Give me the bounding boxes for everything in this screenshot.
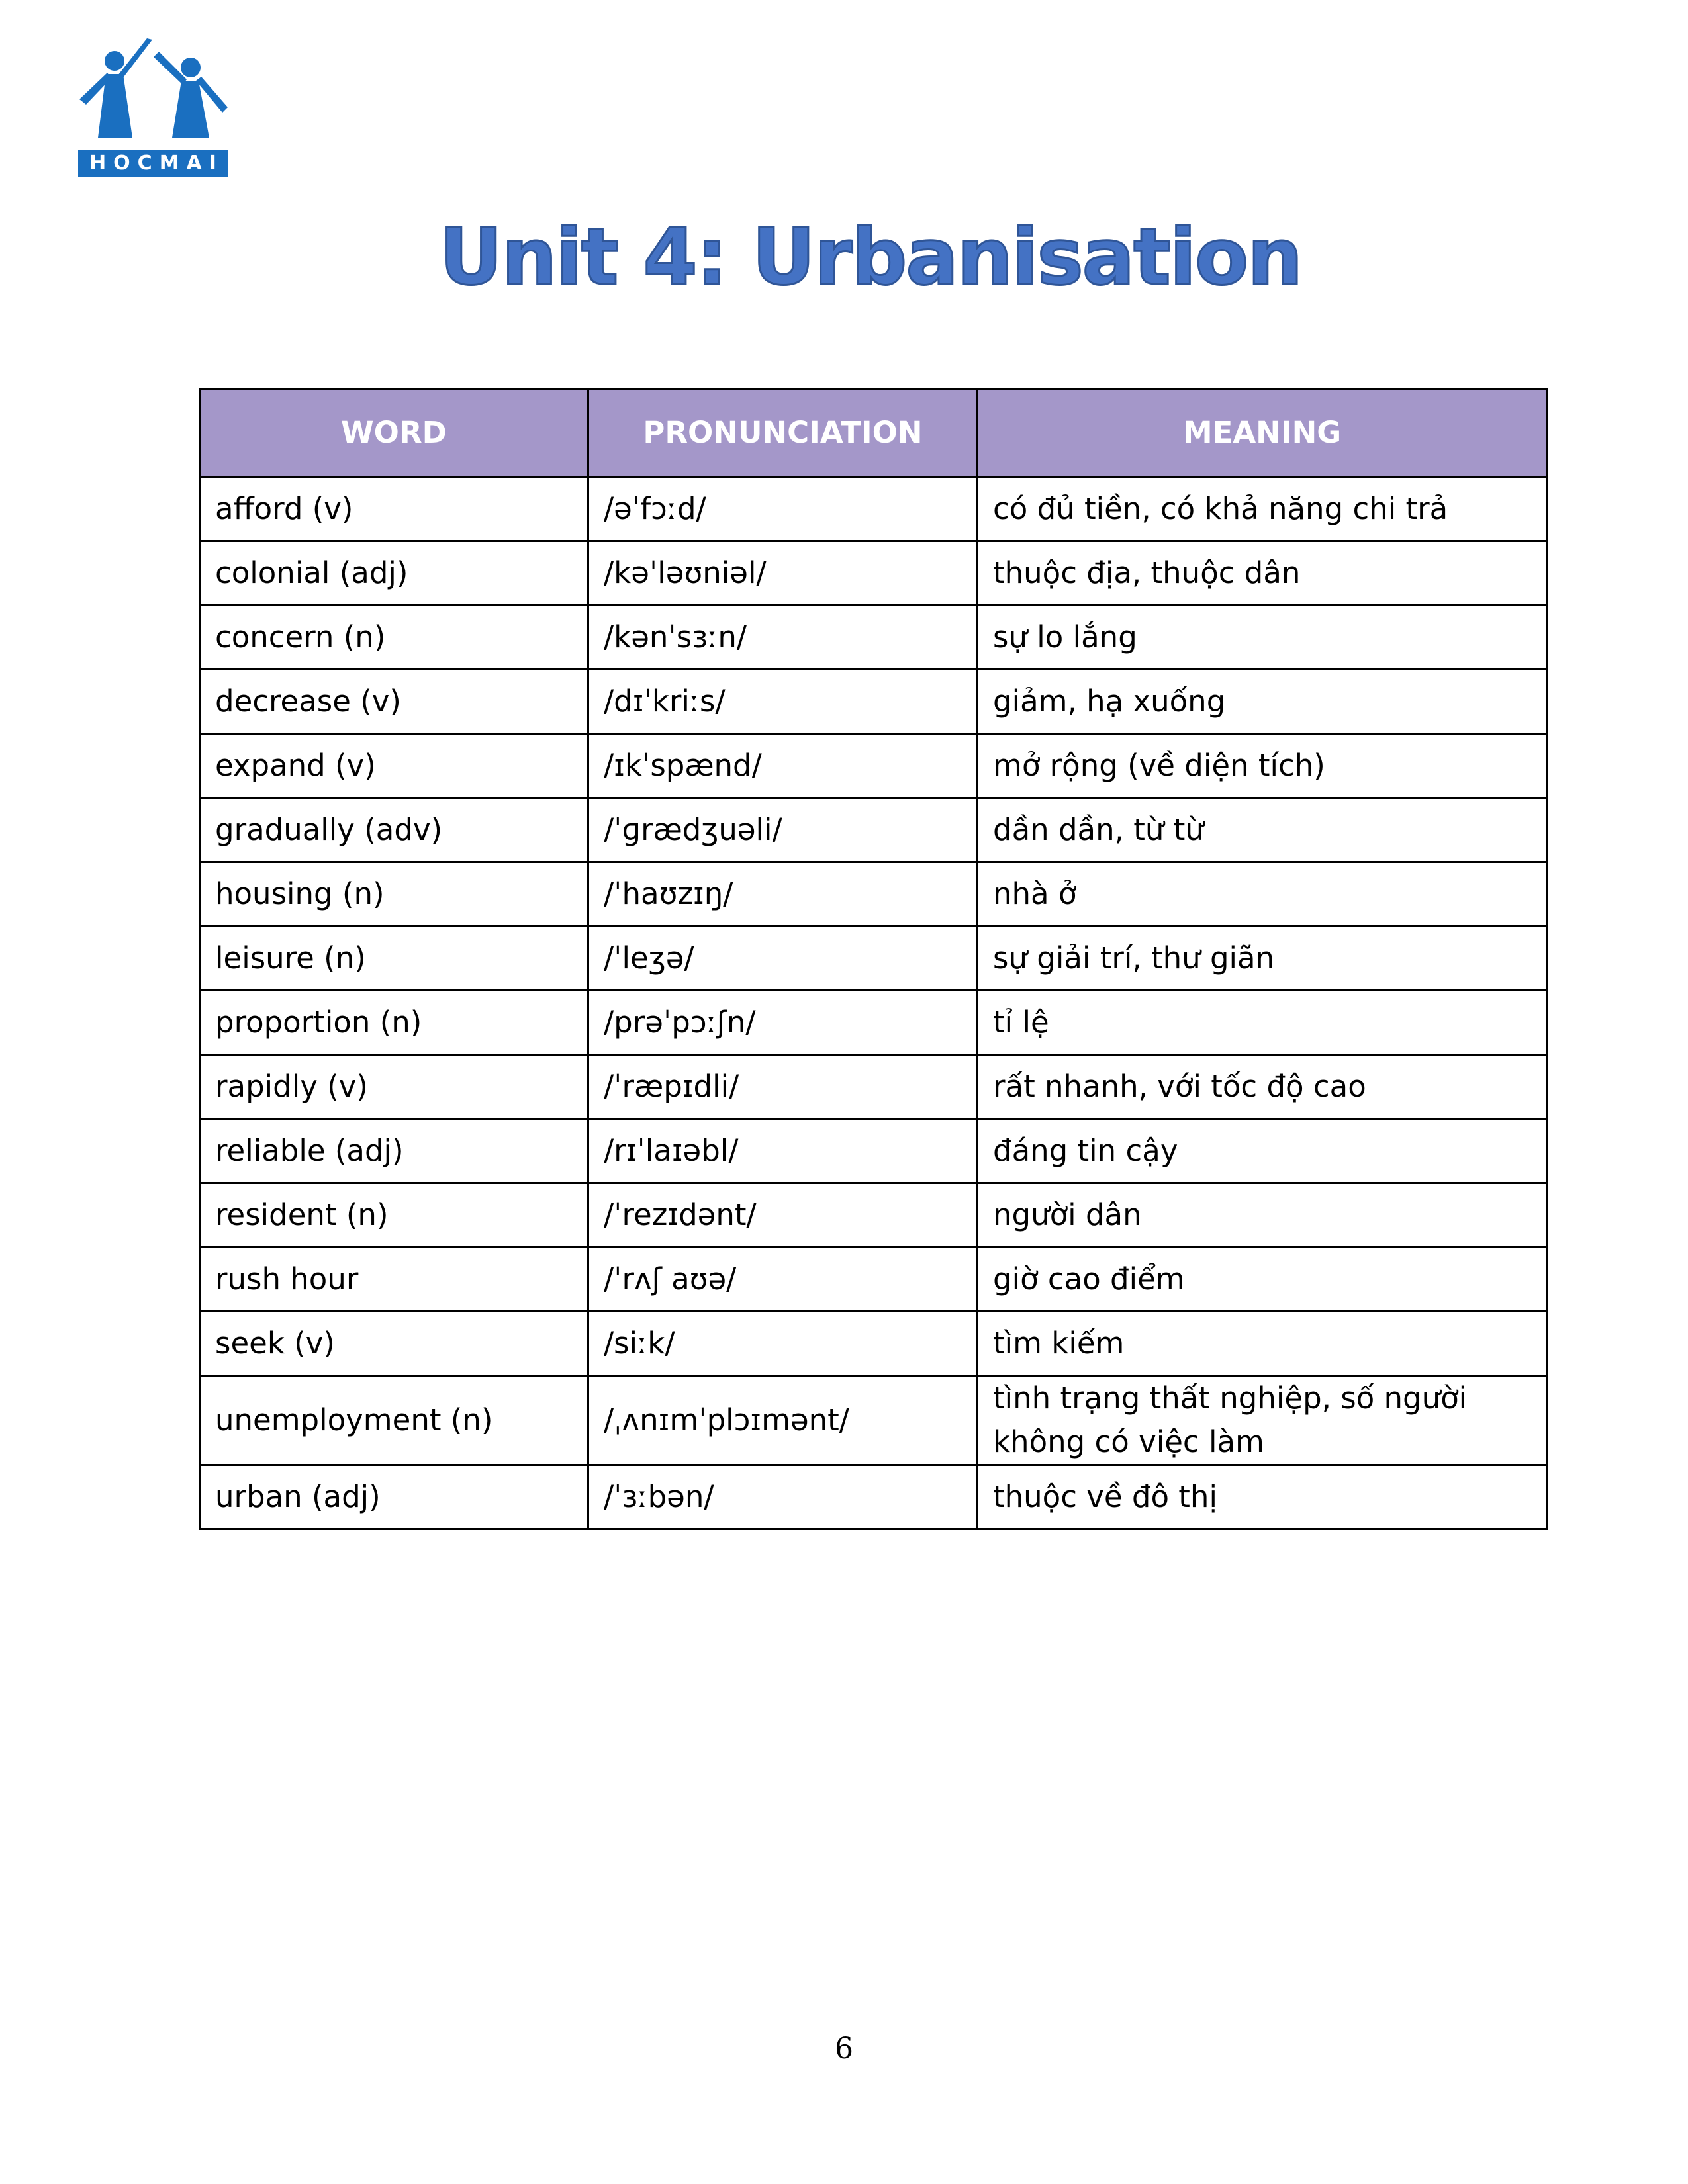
pronunciation-cell: /ˈleʒə/ [588,927,978,991]
word-cell: resident (n) [200,1183,588,1248]
word-cell: colonial (adj) [200,541,588,606]
word-cell: unemployment (n) [200,1376,588,1465]
table-row [200,1119,1547,1183]
table-row [200,798,1547,862]
word-cell: gradually (adv) [200,798,588,862]
table-row [200,1055,1547,1119]
meaning-cell: mở rộng (về diện tích) [978,734,1547,798]
page-number: 6 [835,2032,853,2066]
meaning-cell: sự giải trí, thư giãn [978,927,1547,991]
pronunciation-cell: /ˌʌnɪmˈplɔɪmənt/ [588,1376,978,1465]
word-cell: leisure (n) [200,927,588,991]
column-header-meaning: MEANING [978,389,1547,477]
meaning-cell: giảm, hạ xuống [978,670,1547,734]
table-row [200,927,1547,991]
word-cell: concern (n) [200,606,588,670]
table-row [200,606,1547,670]
hocmai-logo [78,38,228,177]
pronunciation-cell: /siːk/ [588,1312,978,1376]
meaning-cell: tìm kiếm [978,1312,1547,1376]
pronunciation-cell: /ˈɜːbən/ [588,1465,978,1529]
logo-text: HOCMAI [78,150,228,177]
table-row [200,670,1547,734]
word-cell: expand (v) [200,734,588,798]
word-cell: reliable (adj) [200,1119,588,1183]
table-row [200,1376,1547,1465]
column-header-word: WORD [200,389,588,477]
column-header-pronunciation: PRONUNCIATION [588,389,978,477]
meaning-cell: sự lo lắng [978,606,1547,670]
table-row [200,1312,1547,1376]
meaning-cell: người dân [978,1183,1547,1248]
meaning-cell: nhà ở [978,862,1547,927]
meaning-cell: thuộc về đô thị [978,1465,1547,1529]
word-cell: rush hour [200,1248,588,1312]
word-cell: afford (v) [200,477,588,541]
word-cell: seek (v) [200,1312,588,1376]
word-cell: rapidly (v) [200,1055,588,1119]
meaning-cell: có đủ tiền, có khả năng chi trả [978,477,1547,541]
table-row [200,734,1547,798]
table-header-row [200,389,1547,477]
meaning-cell: tỉ lệ [978,991,1547,1055]
pronunciation-cell: /kənˈsɜːn/ [588,606,978,670]
pronunciation-cell: /ɪkˈspænd/ [588,734,978,798]
table-row [200,1465,1547,1529]
pronunciation-cell: /ˈhaʊzɪŋ/ [588,862,978,927]
word-cell: decrease (v) [200,670,588,734]
pronunciation-cell: /ˈræpɪdli/ [588,1055,978,1119]
table-row [200,477,1547,541]
pronunciation-cell: /dɪˈkriːs/ [588,670,978,734]
meaning-cell: tình trạng thất nghiệp, số người không có việc làm [978,1376,1547,1465]
table-row [200,1248,1547,1312]
page-title: Unit 4: Urbanisation [439,211,1302,302]
word-cell: housing (n) [200,862,588,927]
pronunciation-cell: /ˈrʌʃ aʊə/ [588,1248,978,1312]
people-logo-icon [78,38,228,150]
meaning-cell: rất nhanh, với tốc độ cao [978,1055,1547,1119]
word-cell: proportion (n) [200,991,588,1055]
word-cell: urban (adj) [200,1465,588,1529]
table-row [200,862,1547,927]
pronunciation-cell: /prəˈpɔːʃn/ [588,991,978,1055]
vocabulary-table [199,388,1548,1530]
table-row [200,541,1547,606]
pronunciation-cell: /əˈfɔːd/ [588,477,978,541]
meaning-cell: giờ cao điểm [978,1248,1547,1312]
meaning-cell: đáng tin cậy [978,1119,1547,1183]
table-row [200,991,1547,1055]
pronunciation-cell: /rɪˈlaɪəbl/ [588,1119,978,1183]
pronunciation-cell: /kəˈləʊniəl/ [588,541,978,606]
pronunciation-cell: /ˈɡrædʒuəli/ [588,798,978,862]
meaning-cell: thuộc địa, thuộc dân [978,541,1547,606]
table-row [200,1183,1547,1248]
pronunciation-cell: /ˈrezɪdənt/ [588,1183,978,1248]
meaning-cell: dần dần, từ từ [978,798,1547,862]
